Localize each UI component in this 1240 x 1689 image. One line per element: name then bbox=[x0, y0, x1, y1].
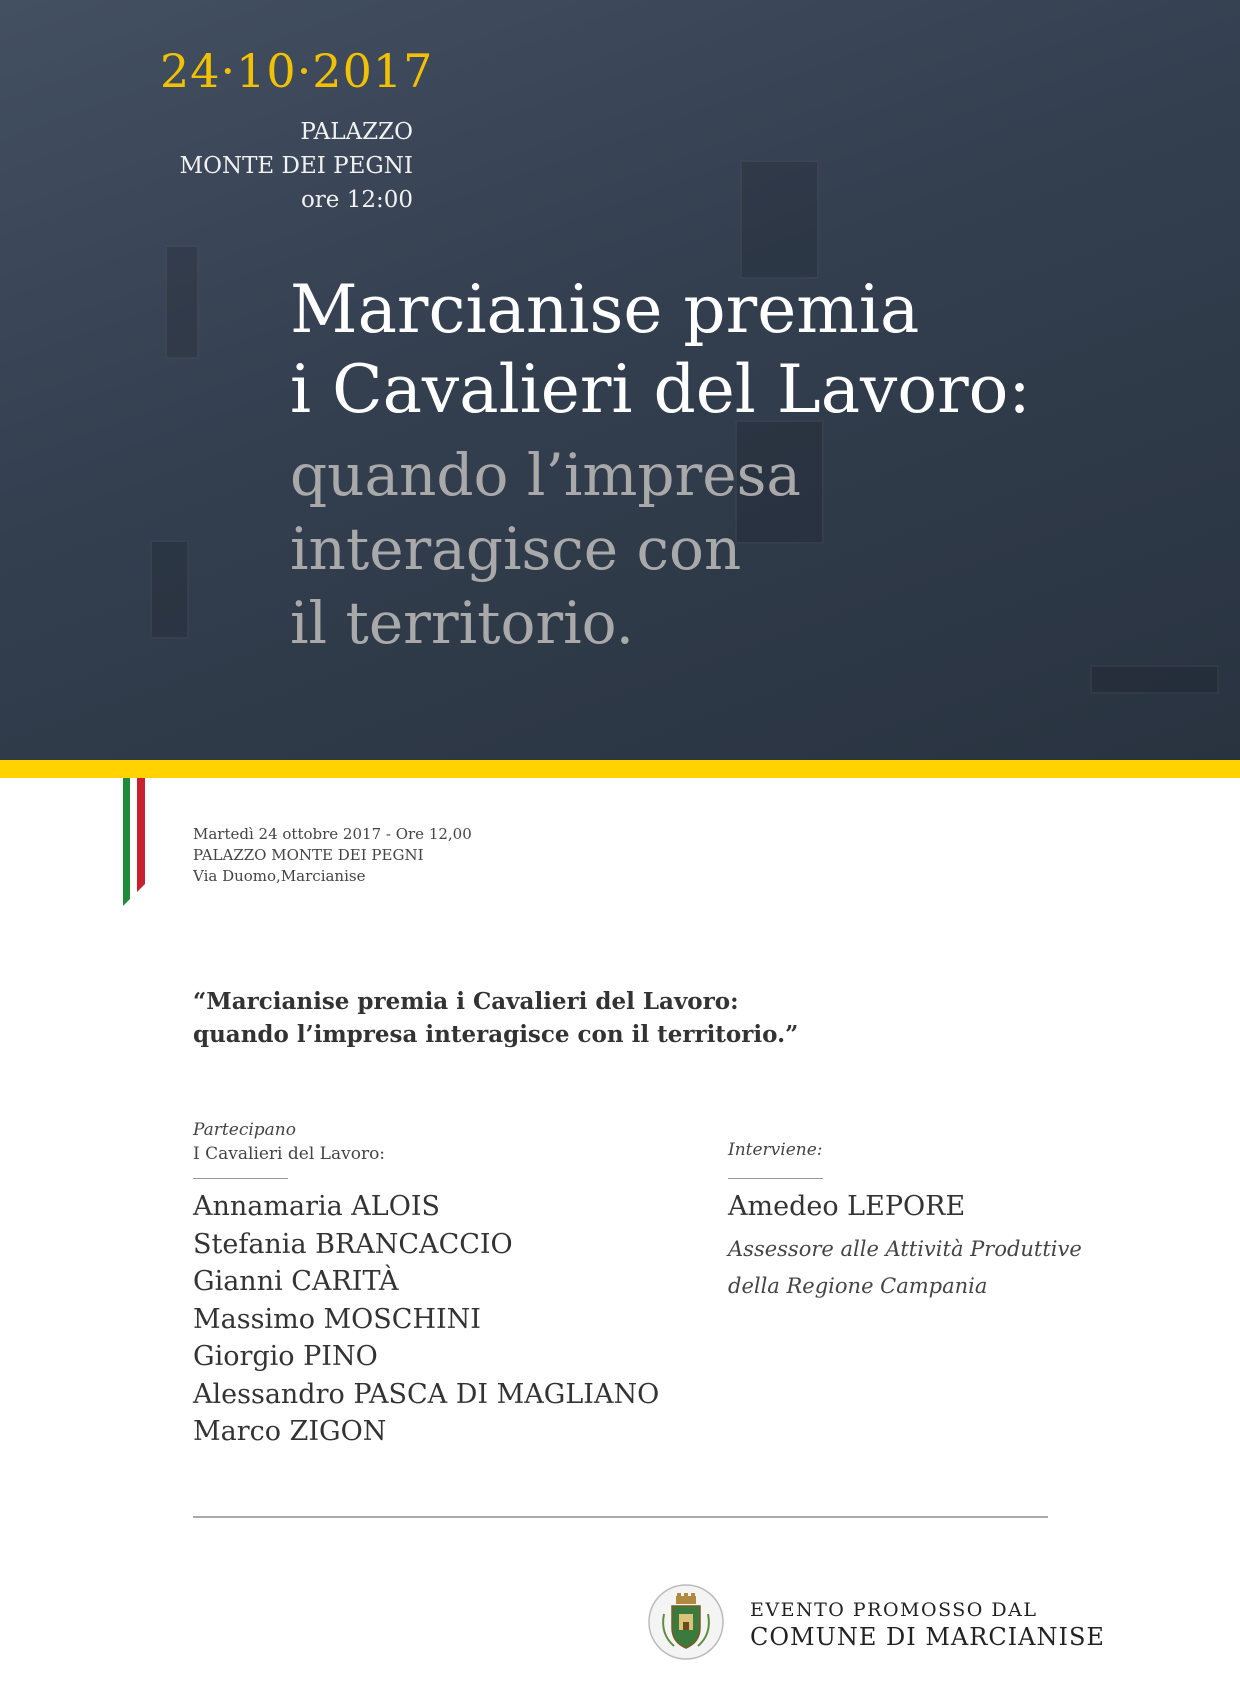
speaker-role-line: Assessore alle Attività Produttive bbox=[728, 1237, 1082, 1261]
quote-line: quando l’impresa interagisce con il territorio.” bbox=[193, 1021, 799, 1048]
participant-name: Massimo MOSCHINI bbox=[193, 1303, 481, 1335]
venue-block bbox=[100, 115, 413, 217]
italian-flag-ribbon-icon bbox=[123, 778, 145, 906]
background-window bbox=[740, 160, 819, 279]
promoter-name: COMUNE DI MARCIANISE bbox=[750, 1623, 1105, 1651]
promoter-block bbox=[750, 1598, 1105, 1652]
subtitle-line: il territorio. bbox=[290, 589, 635, 657]
participants-header bbox=[193, 1118, 385, 1166]
background-window bbox=[150, 540, 189, 639]
event-date: 24·10·2017 bbox=[160, 44, 434, 98]
title-line: Marcianise premia bbox=[290, 271, 920, 348]
participants-label-italic: Partecipano bbox=[193, 1120, 296, 1140]
speaker-label: Interviene: bbox=[728, 1140, 823, 1160]
venue-line: MONTE DEI PEGNI bbox=[179, 153, 413, 179]
participant-name: Giorgio PINO bbox=[193, 1341, 378, 1372]
info-date-line: Martedì 24 ottobre 2017 - Ore 12,00 bbox=[193, 825, 472, 843]
participant-name: Marco ZIGON bbox=[193, 1416, 387, 1447]
promoter-line: EVENTO PROMOSSO DAL bbox=[750, 1599, 1038, 1621]
background-window bbox=[165, 245, 199, 359]
accent-bar bbox=[0, 760, 1240, 778]
venue-line: PALAZZO bbox=[300, 119, 413, 145]
divider bbox=[193, 1178, 288, 1179]
divider bbox=[728, 1178, 823, 1179]
participants-label: I Cavalieri del Lavoro: bbox=[193, 1144, 386, 1164]
hero-banner bbox=[0, 0, 1240, 760]
participant-name: Gianni CARITÀ bbox=[193, 1266, 399, 1297]
participants-list bbox=[193, 1188, 659, 1451]
quote-line: “Marcianise premia i Cavalieri del Lavoro: bbox=[193, 988, 739, 1015]
participant-name: Stefania BRANCACCIO bbox=[193, 1228, 513, 1260]
speaker-role bbox=[728, 1231, 1082, 1305]
subtitle-line: interagisce con bbox=[290, 515, 742, 583]
info-venue-line: PALAZZO MONTE DEI PEGNI bbox=[193, 846, 424, 864]
participant-name: Alessandro PASCA DI MAGLIANO bbox=[193, 1378, 660, 1410]
event-subtitle bbox=[290, 438, 801, 660]
event-time: ore 12:00 bbox=[300, 187, 413, 213]
speaker-role-line: della Regione Campania bbox=[728, 1274, 988, 1298]
speaker-name: Amedeo LEPORE bbox=[728, 1191, 966, 1222]
title-line: i Cavalieri del Lavoro: bbox=[290, 351, 1031, 428]
background-window bbox=[1090, 665, 1219, 694]
info-address-line: Via Duomo,Marcianise bbox=[193, 867, 366, 885]
event-quote bbox=[193, 985, 798, 1051]
municipal-coat-of-arms-icon bbox=[648, 1584, 724, 1660]
footer-divider bbox=[193, 1516, 1048, 1518]
event-title bbox=[290, 270, 1031, 430]
subtitle-line: quando l’impresa bbox=[290, 441, 801, 509]
participant-name: Annamaria ALOIS bbox=[193, 1191, 441, 1222]
event-info bbox=[193, 824, 472, 887]
